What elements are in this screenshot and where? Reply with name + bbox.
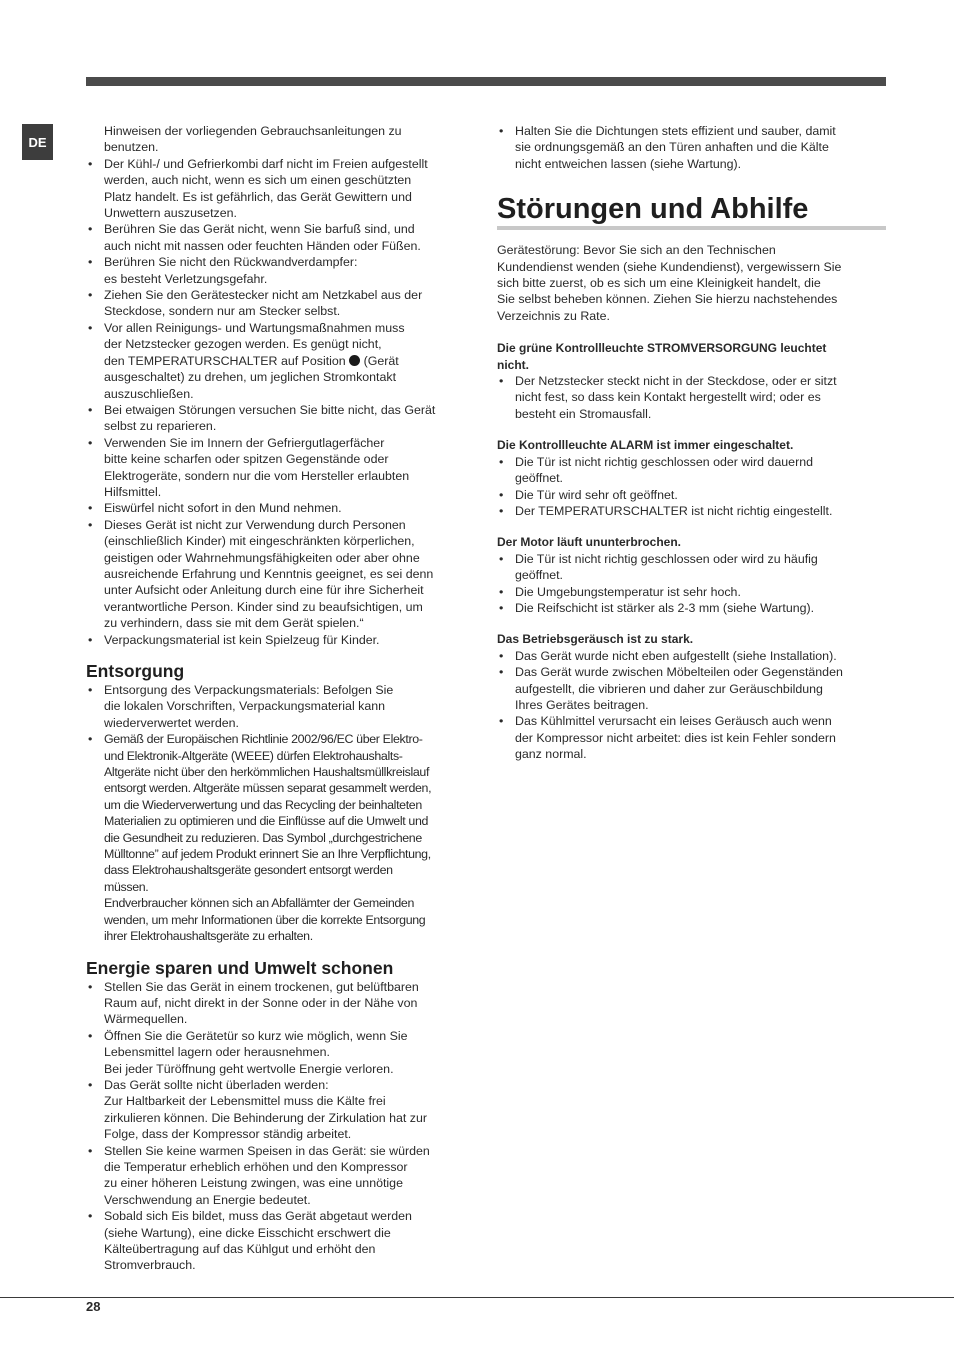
- problem-solutions: [497, 648, 887, 763]
- problem-solutions: [497, 551, 887, 617]
- entsorgung-list: [86, 682, 476, 945]
- temperature-switch-line: den TEMPERATURSCHALTER auf Position (Gerät: [104, 353, 399, 368]
- list-item: • Verwenden Sie im Innern der Gefriergutlagerfächer bitte keine scharfen oder spitzen Gegenstände oder Elektrogeräte, sondern nur die vom Hersteller erlaubten Hilfsmittel.: [86, 435, 476, 501]
- page-title: Störungen und Abhilfe: [497, 192, 886, 230]
- list-item: • Das Gerät wurde nicht eben aufgestellt (siehe Installation).: [497, 648, 887, 664]
- list-item: • Stellen Sie keine warmen Speisen in das Gerät: sie würden die Temperatur erheblich erhöhen und den Kompressor zu einer höheren Leistung zwingen, was eine unnötige Verschwendung an Energie bedeutet.: [86, 1143, 476, 1209]
- list-item: • Die Tür ist nicht richtig geschlossen oder wird zu häufig geöffnet.: [497, 551, 887, 584]
- problem-heading: Die grüne Kontrollleuchte STROMVERSORGUNG leuchtet nicht.: [497, 341, 827, 372]
- list-item: • Die Tür wird sehr oft geöffnet.: [497, 487, 887, 503]
- list-item: • Gemäß der Europäischen Richtlinie 2002/96/EC über Elektro- und Elektronik-Altgeräte (WEEE) dürfen Elektrohaushalts- Altgeräte nicht über den herkömmlichen Haushaltsmüllkreislauf entsorgt werden. Altgeräte müssen separat gesammelt werden, um die Wiederverwertung und das Recycling der beinhalteten Materialien zu optimieren und die Einflüsse auf die Umwelt und die Gesundheit zu reduzieren. Das Symbol „durchgestrichene Mülltonne” auf jedem Produkt erinnert Sie an Ihre Verpflichtung, dass Elektrohaushaltsgeräte gesondert entsorgt werden müssen. Endverbraucher können sich an Abfallämter der Gemeinden wenden, um mehr Informationen über die korrekte Entsorgung ihrer Elektrohaushaltsgeräte zu erhalten.: [86, 731, 476, 944]
- left-column: [86, 123, 476, 1274]
- list-item: • Die Reifschicht ist stärker als 2-3 mm (siehe Wartung).: [497, 600, 887, 616]
- list-item: • Berühren Sie das Gerät nicht, wenn Sie barfuß sind, und auch nicht mit nassen oder feuchten Händen oder Füßen.: [86, 221, 476, 254]
- list-item: • Der Kühl-/ und Gefrierkombi darf nicht im Freien aufgestellt werden, auch nicht, wenn es sich um einen geschützten Platz handelt. Es ist gefährlich, das Gerät Gewittern und Unwettern auszusetzen.: [86, 156, 476, 222]
- off-position-dot-icon: [349, 355, 360, 366]
- problem-solutions: [497, 454, 887, 520]
- list-item: • Bei etwaigen Störungen versuchen Sie bitte nicht, das Gerät selbst zu reparieren.: [86, 402, 476, 435]
- problem-heading: Das Betriebsgeräusch ist zu stark.: [497, 632, 694, 647]
- section-heading-entsorgung: Entsorgung: [86, 661, 185, 681]
- right-column: [497, 123, 887, 763]
- list-item: • Das Gerät sollte nicht überladen werden: Zur Haltbarkeit der Lebensmittel muss die Kälte frei zirkulieren können. Die Behinderung der Zirkulation hat zur Folge, dass der Kompressor ständig arbeitet.: [86, 1077, 476, 1143]
- list-item: • Eiswürfel nicht sofort in den Mund nehmen.: [86, 500, 476, 516]
- list-item: • Ziehen Sie den Gerätestecker nicht am Netzkabel aus der Steckdose, sondern nur am Stecker selbst.: [86, 287, 476, 320]
- problem-solutions: [497, 373, 887, 422]
- footer-divider: [0, 1297, 954, 1298]
- energie-list: [86, 979, 476, 1274]
- problem-heading: Die Kontrollleuchte ALARM ist immer eingeschaltet.: [497, 438, 794, 453]
- list-item: • Halten Sie die Dichtungen stets effizient und sauber, damit sie ordnungsgemäß an den Türen anhaften und die Kälte nicht entweichen lassen (siehe Wartung).: [497, 123, 887, 172]
- list-item: • Verpackungsmaterial ist kein Spielzeug für Kinder.: [86, 632, 476, 648]
- intro-paragraph: Gerätestörung: Bevor Sie sich an den Technischen Kundendienst wenden (siehe Kundendienst), vergewissern Sie sich bitte zuerst, ob es sich um eine Kleinigkeit handelt, die Sie selbst beheben können. Ziehen Sie hierzu nachstehendes Verzeichnis zu Rate.: [497, 243, 842, 323]
- section-heading-energie: Energie sparen und Umwelt schonen: [86, 957, 394, 978]
- list-item: • Das Kühlmittel verursacht ein leises Geräusch auch wenn der Kompressor nicht arbeitet: dies ist kein Fehler sondern ganz normal.: [497, 713, 887, 762]
- list-item: • Berühren Sie nicht den Rückwandverdampfer: es besteht Verletzungsgefahr.: [86, 254, 476, 287]
- list-item: • Öffnen Sie die Gerätetür so kurz wie möglich, wenn Sie Lebensmittel lagern oder herausnehmen. Bei jeder Türöffnung geht wertvolle Energie verloren.: [86, 1028, 476, 1077]
- list-item: • Das Gerät wurde zwischen Möbelteilen oder Gegenständen aufgestellt, die vibrieren und daher zur Geräuschbildung Ihres Gerätes beitragen.: [497, 664, 887, 713]
- maintenance-list: [497, 123, 887, 172]
- list-item: • Sobald sich Eis bildet, muss das Gerät abgetaut werden (siehe Wartung), eine dicke Eisschicht erschwert die Kälteübertragung auf das Kühlgut und erhöht den Stromverbrauch.: [86, 1208, 476, 1274]
- list-item: • Die Umgebungstemperatur ist sehr hoch.: [497, 584, 887, 600]
- language-tab: DE: [22, 124, 53, 160]
- list-item: • Die Tür ist nicht richtig geschlossen oder wird dauernd geöffnet.: [497, 454, 887, 487]
- problem-heading: Der Motor läuft ununterbrochen.: [497, 535, 681, 550]
- page-number: 28: [86, 1299, 101, 1314]
- list-item: • Der Netzstecker steckt nicht in der Steckdose, oder er sitzt nicht fest, so dass kein Kontakt hergestellt wird; oder es besteht ein Stromausfall.: [497, 373, 887, 422]
- list-item: • Entsorgung des Verpackungsmaterials: Befolgen Sie die lokalen Vorschriften, Verpackungsmaterial kann wiederverwertet werden.: [86, 682, 476, 731]
- safety-list: [86, 123, 476, 648]
- list-item: • Der TEMPERATURSCHALTER ist nicht richtig eingestellt.: [497, 503, 887, 519]
- header-bar: [86, 77, 886, 86]
- list-item: • Dieses Gerät ist nicht zur Verwendung durch Personen (einschließlich Kinder) mit eingeschränkten körperlichen, geistigen oder Wahrnehmungsfähigkeiten oder aber ohne ausreichende Erfahrung und Kenntnis geeignet, es sei denn unter Aufsicht oder Anleitung durch eine für ihre Sicherheit verantwortliche Person. Kinder sind zu beaufsichtigen, um zu verhindern, dass sie mit dem Gerät spielen.“: [86, 517, 476, 632]
- list-item: Hinweisen der vorliegenden Gebrauchsanleitungen zu benutzen.: [104, 124, 402, 155]
- list-item: • Stellen Sie das Gerät in einem trockenen, gut belüftbaren Raum auf, nicht direkt in der Sonne oder in der Nähe von Wärmequellen.: [86, 979, 476, 1028]
- list-item: • Vor allen Reinigungs- und Wartungsmaßnahmen muss der Netzstecker gezogen werden. Es genügt nicht, den TEMPERATURSCHALTER auf Position (Gerät ausgeschaltet) zu drehen, um jeglichen Stromkontakt auszuschließen.: [86, 320, 476, 402]
